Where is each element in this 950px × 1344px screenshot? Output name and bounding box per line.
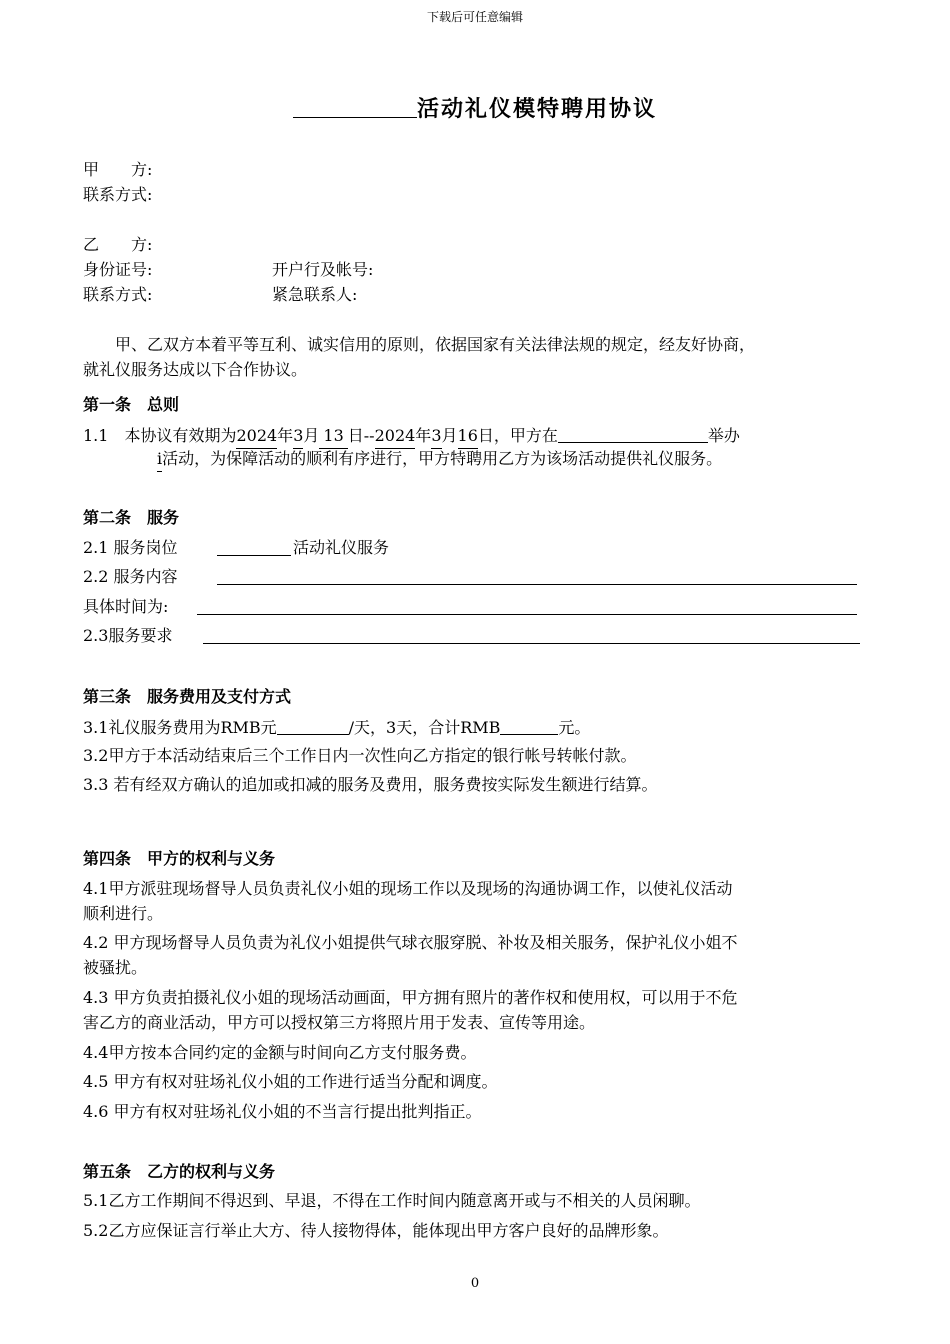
fee-text: 3.1礼仪服务费用为RMB元	[83, 718, 277, 737]
title-text: 活动礼仪模特聘用协议	[416, 96, 657, 122]
date-dash: --	[363, 426, 375, 445]
daily-fee-blank	[277, 714, 349, 735]
month-unit: 月	[441, 426, 458, 445]
clause-3-2: 3.2甲方于本活动结束后三个工作日内一次性向乙方指定的银行帐号转帐付款。	[83, 746, 637, 765]
clause-5-2: 5.2乙方应保证言行举止大方、待人接物得体，能体现出甲方客户良好的品牌形象。	[83, 1221, 669, 1240]
title-blank	[293, 97, 417, 118]
article-5-heading: 第五条 乙方的权利与义务	[83, 1162, 276, 1181]
start-day: 13	[319, 424, 347, 449]
clause-4-1-cont: 顺利进行。	[83, 904, 164, 923]
end-month: 3	[431, 424, 441, 449]
time-blank	[197, 614, 857, 615]
day-unit: 日	[347, 426, 364, 445]
position-blank	[217, 555, 291, 556]
intro-line-1: 甲、乙双方本着平等互利、诚实信用的原则，依据国家有关法律法规的规定，经友好协商，	[115, 335, 756, 354]
party-b-contact: 联系方式:	[83, 285, 153, 304]
total-fee-blank	[500, 714, 558, 735]
year-unit: 年	[415, 426, 432, 445]
party-b-label: 乙 方:	[83, 235, 153, 254]
event-name-blank: i	[157, 447, 162, 472]
clause-1-1-cont-text: 活动，为保障活动的顺利有序进行，甲方特聘用乙方为该场活动提供礼仪服务。	[162, 449, 723, 468]
article-3-heading: 第三条 服务费用及支付方式	[83, 687, 292, 706]
clause-1-1	[83, 422, 740, 449]
clause-4-2: 4.2 甲方现场督导人员负责为礼仪小姐提供气球衣服穿脱、补妆及相关服务，保护礼仪小姐不	[83, 933, 738, 952]
clause-4-5: 4.5 甲方有权对驻场礼仪小姐的工作进行适当分配和调度。	[83, 1072, 498, 1091]
venue-prefix: 日，甲方在	[477, 426, 558, 445]
start-year: 2024	[236, 424, 277, 449]
clause-2-2: 2.2 服务内容	[83, 567, 178, 586]
year-unit: 年	[277, 426, 294, 445]
party-b-emergency: 紧急联系人:	[272, 285, 358, 304]
start-month: 3	[293, 424, 303, 449]
page-title	[0, 92, 950, 123]
end-year: 2024	[375, 424, 416, 449]
party-a-contact: 联系方式:	[83, 185, 153, 204]
page-header: 下载后可任意编辑	[426, 10, 523, 24]
clause-1-1-cont	[157, 447, 722, 472]
article-2-heading: 第二条 服务	[83, 508, 180, 527]
party-b-id: 身份证号:	[83, 260, 153, 279]
clause-2-3: 2.3服务要求	[83, 626, 173, 645]
specific-time: 具体时间为:	[83, 597, 169, 616]
clause-1-1-text: 1.1 本协议有效期为	[83, 426, 237, 445]
clause-4-2-cont: 被骚扰。	[83, 958, 148, 977]
clause-2-1: 2.1 服务岗位	[83, 538, 178, 557]
requirements-blank	[203, 643, 860, 644]
clause-4-3: 4.3 甲方负责拍摄礼仪小姐的现场活动画面，甲方拥有照片的著作权和使用权，可以用于不危	[83, 988, 738, 1007]
article-1-heading: 第一条 总则	[83, 395, 180, 414]
clause-3-1	[83, 714, 590, 740]
fee-unit: 元。	[558, 718, 591, 737]
clause-4-3-cont: 害乙方的商业活动，甲方可以授权第三方将照片用于发表、宣传等用途。	[83, 1013, 596, 1032]
page-number: 0	[470, 1276, 480, 1291]
party-a-label: 甲 方:	[83, 160, 153, 179]
clause-2-1-value: 活动礼仪服务	[293, 538, 390, 557]
service-content-blank	[217, 584, 857, 585]
intro-line-2: 就礼仪服务达成以下合作协议。	[83, 360, 308, 379]
clause-4-1: 4.1甲方派驻现场督导人员负责礼仪小姐的现场工作以及现场的沟通协调工作，以使礼仪活动	[83, 879, 733, 898]
clause-4-4: 4.4甲方按本合同约定的金额与时间向乙方支付服务费。	[83, 1043, 477, 1062]
party-b-bank: 开户行及帐号:	[272, 260, 374, 279]
article-4-heading: 第四条 甲方的权利与义务	[83, 849, 276, 868]
month-unit: 月	[303, 426, 320, 445]
hold-text: 举办	[707, 426, 740, 445]
clause-5-1: 5.1乙方工作期间不得迟到、早退，不得在工作时间内随意离开或与不相关的人员闲聊。	[83, 1191, 701, 1210]
end-day: 16	[458, 424, 478, 449]
clause-3-3: 3.3 若有经双方确认的追加或扣减的服务及费用，服务费按实际发生额进行结算。	[83, 775, 658, 794]
venue-blank	[558, 422, 708, 443]
fee-days-text: /天，3天，合计RMB	[348, 718, 501, 737]
clause-4-6: 4.6 甲方有权对驻场礼仪小姐的不当言行提出批判指正。	[83, 1102, 482, 1121]
